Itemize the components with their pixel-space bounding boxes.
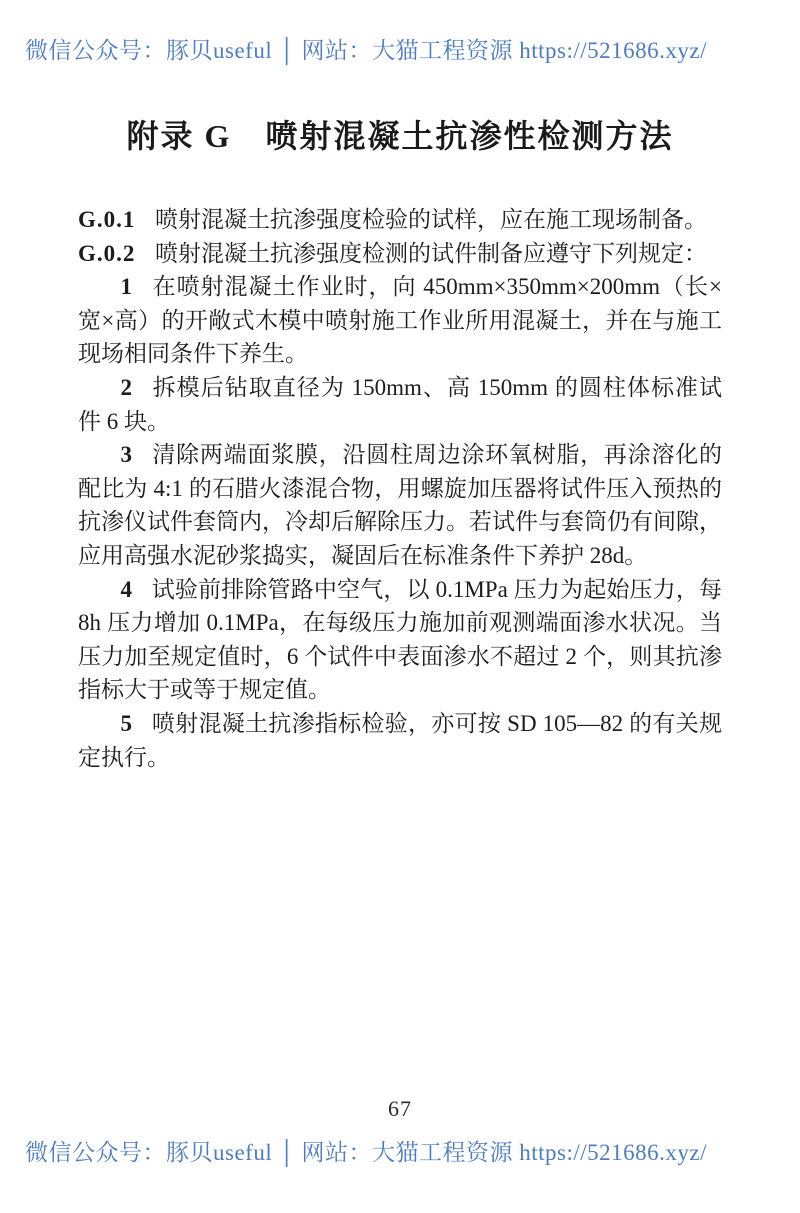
list-item-3-number: 3 [120,442,133,468]
clause-g01 [78,203,722,237]
clause-g01-label: G.0.1 [78,207,136,232]
page-title: 附录 G 喷射混凝土抗渗性检测方法 [126,118,674,154]
header-watermark: 微信公众号：豚贝useful │ 网站：大猫工程资源 https://521686.xyz/ [25,38,708,63]
clause-g02-label: G.0.2 [78,240,136,266]
list-item-3 [78,438,722,572]
list-item-3-text: 清除两端面浆膜，沿圆柱周边涂环氧树脂，再涂溶化的配比为 4:1 的石腊火漆混合物，用螺旋加压器将试件压入预热的抗渗仪试件套筒内，冷却后解除压力。若试件与套筒仍有间隙，应用高强水泥砂浆捣实，凝固后在标准条件下养护 28d。 [78,442,722,568]
document-body [78,203,722,774]
list-item-4-text: 试验前排除管路中空气，以 0.1MPa 压力为起始压力，每 8h 压力增加 0.1MPa，在每级压力施加前观测端面渗水状况。当压力加至规定值时，6 个试件中表面渗水不超过 2 个，则其抗渗指标大于或等于规定值。 [78,576,722,703]
list-item-4 [78,573,722,707]
list-item-2-number: 2 [120,374,133,400]
clause-g02 [78,237,722,271]
list-item-1-number: 1 [120,274,133,300]
list-item-2 [78,371,722,438]
list-item-5 [78,707,722,774]
footer-watermark: 微信公众号：豚贝useful │ 网站：大猫工程资源 https://521686.xyz/ [25,1140,708,1165]
list-item-1-text: 在喷射混凝土作业时，向 450mm×350mm×200mm（长×宽×高）的开敞式木模中喷射施工作业所用混凝土，并在与施工现场相同条件下养生。 [78,274,722,367]
list-item-2-text: 拆模后钻取直径为 150mm、高 150mm 的圆柱体标准试件 6 块。 [78,374,722,434]
list-item-5-text: 喷射混凝土抗渗指标检验，亦可按 SD 105—82 的有关规定执行。 [78,710,722,770]
list-item-1 [78,270,722,371]
list-item-5-number: 5 [120,710,133,736]
page-number: 67 [388,1096,412,1121]
list-item-4-number: 4 [120,576,133,602]
clause-g01-text: 喷射混凝土抗渗强度检验的试样，应在施工现场制备。 [154,207,707,232]
clause-g02-text: 喷射混凝土抗渗强度检测的试件制备应遵守下列规定： [154,240,707,266]
